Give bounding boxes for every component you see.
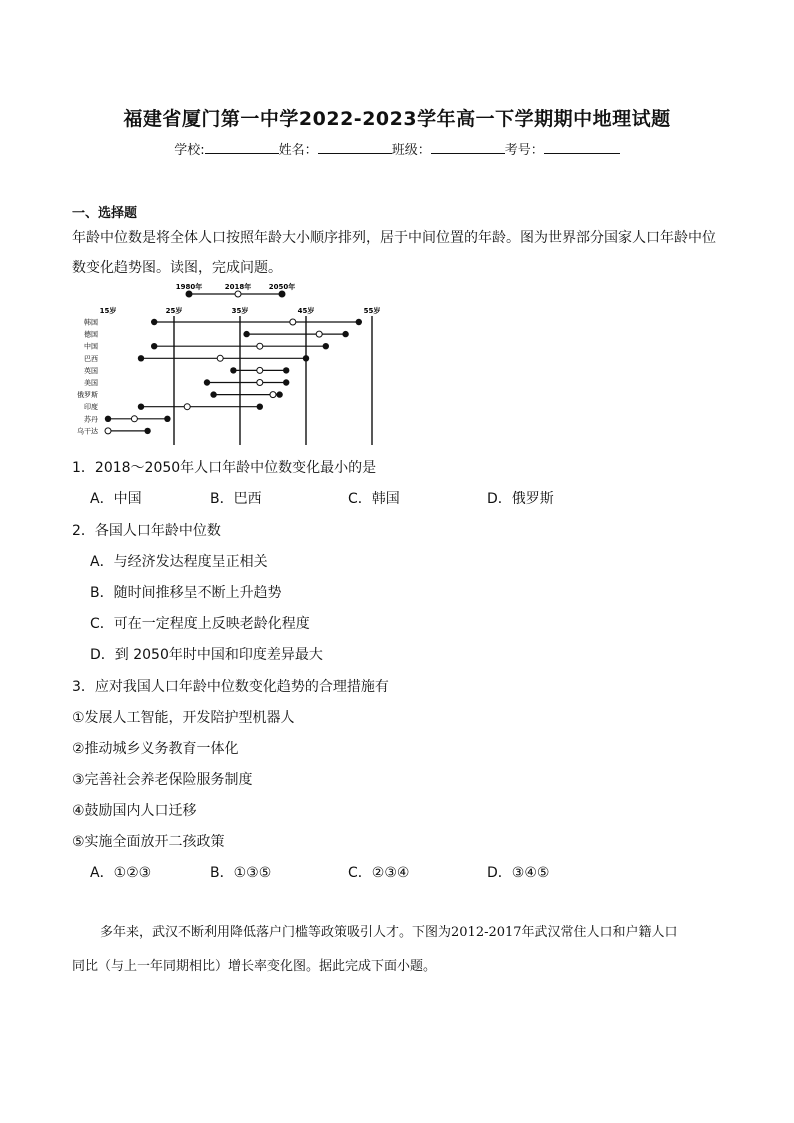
chart-rows xyxy=(77,318,362,436)
section-heading: 一、选择题 xyxy=(72,206,138,221)
question-3-stem: 3．应对我国人口年龄中位数变化趋势的合理措施有 xyxy=(72,679,389,695)
q1-option-c[interactable]: C．韩国 xyxy=(348,491,400,507)
q3-option-d[interactable]: D．③④⑤ xyxy=(487,865,550,881)
point-1980 xyxy=(151,343,157,349)
q3-item-2: ②推动城乡义务教育一体化 xyxy=(72,741,239,757)
axis-tick-label-25: 25岁 xyxy=(165,307,183,315)
school-blank xyxy=(205,141,279,154)
point-2018 xyxy=(184,404,190,410)
point-2050 xyxy=(283,367,289,373)
point-2050 xyxy=(342,331,348,337)
point-2018 xyxy=(270,392,276,398)
axis-tick-label-15: 15岁 xyxy=(99,307,117,315)
point-1980 xyxy=(138,355,144,361)
intro-line-2: 数变化趋势图。读图，完成问题。 xyxy=(72,260,282,276)
wuhan-intro-line-2: 同比（与上一年同期相比）增长率变化图。据此完成下面小题。 xyxy=(72,959,437,974)
point-1980 xyxy=(138,404,144,410)
q1-option-a[interactable]: A．中国 xyxy=(90,491,142,507)
point-2050 xyxy=(144,428,150,434)
legend-label-1: 2018年 xyxy=(224,283,252,291)
point-2050 xyxy=(356,319,362,325)
point-2050 xyxy=(257,404,263,410)
name-label: 姓名： xyxy=(278,143,318,158)
q3-option-a[interactable]: A．①②③ xyxy=(90,865,152,881)
point-2018 xyxy=(105,428,111,434)
q3-option-c[interactable]: C．②③④ xyxy=(348,865,410,881)
q1-option-b[interactable]: B．巴西 xyxy=(210,491,262,507)
class-blank xyxy=(431,141,505,154)
country-label: 乌干达 xyxy=(77,427,98,436)
point-2050 xyxy=(164,416,170,422)
point-2018 xyxy=(257,380,263,386)
q3-item-1: ①发展人工智能，开发陪护型机器人 xyxy=(72,710,295,726)
q3-item-4: ④鼓励国内人口迁移 xyxy=(72,803,197,819)
point-1980 xyxy=(230,367,236,373)
intro-line-1: 年龄中位数是将全体人口按照年龄大小顺序排列，居于中间位置的年龄。图为世界部分国家人口年龄中位 xyxy=(72,230,716,246)
country-label: 巴西 xyxy=(84,354,98,363)
wuhan-intro-paragraph xyxy=(72,916,732,984)
class-label: 班级： xyxy=(391,143,431,158)
student-info-line xyxy=(0,139,794,158)
median-age-chart xyxy=(72,280,392,445)
point-2018 xyxy=(257,343,263,349)
legend-label-0: 1980年 xyxy=(175,283,203,291)
point-1980 xyxy=(243,331,249,337)
point-1980 xyxy=(210,391,216,397)
q3-option-b[interactable]: B．①③⑤ xyxy=(210,865,272,881)
country-label: 美国 xyxy=(84,379,98,387)
country-label: 英国 xyxy=(84,366,98,375)
country-label: 俄罗斯 xyxy=(77,391,98,400)
axis-tick-label-35: 35岁 xyxy=(231,307,249,315)
exam-number-label: 考号： xyxy=(504,143,544,158)
school-label: 学校: xyxy=(174,143,205,158)
point-2050 xyxy=(283,379,289,385)
axis-tick-label-55: 55岁 xyxy=(363,307,381,315)
point-1980 xyxy=(151,319,157,325)
chart-axis-ticks xyxy=(100,306,381,445)
intro-paragraph xyxy=(72,223,732,283)
point-2018 xyxy=(217,355,223,361)
q2-option-c[interactable]: C．可在一定程度上反映老龄化程度 xyxy=(90,616,310,632)
q1-option-d[interactable]: D．俄罗斯 xyxy=(487,491,554,507)
point-2018 xyxy=(290,319,296,325)
country-label: 韩国 xyxy=(84,318,98,327)
point-1980 xyxy=(204,379,210,385)
page-title: 福建省厦门第一中学2022-2023学年高一下学期期中地理试题 xyxy=(123,108,671,130)
point-2050 xyxy=(323,343,329,349)
q2-option-a[interactable]: A．与经济发达程度呈正相关 xyxy=(90,554,268,570)
country-label: 苏丹 xyxy=(84,415,98,424)
q3-item-3: ③完善社会养老保险服务制度 xyxy=(72,772,253,788)
legend-label-2: 2050年 xyxy=(268,283,296,291)
legend-marker-2 xyxy=(279,291,285,297)
country-label: 德国 xyxy=(84,330,98,339)
name-blank xyxy=(318,141,392,154)
q3-item-5: ⑤实施全面放开二孩政策 xyxy=(72,834,225,850)
q2-option-d[interactable]: D．到 2050年时中国和印度差异最大 xyxy=(90,647,323,663)
legend-marker-0 xyxy=(186,291,192,297)
point-2050 xyxy=(303,355,309,361)
question-2-stem: 2．各国人口年龄中位数 xyxy=(72,523,221,539)
point-1980 xyxy=(105,416,111,422)
country-label: 印度 xyxy=(84,403,98,412)
exam-number-blank xyxy=(544,141,620,154)
point-2018 xyxy=(316,331,322,337)
chart-legend xyxy=(176,282,295,297)
wuhan-intro-line-1: 多年来，武汉不断利用降低落户门槛等政策吸引人才。下图为2012-2017年武汉常住人口和户籍人口 xyxy=(100,925,678,940)
point-2018 xyxy=(257,367,263,373)
q2-option-b[interactable]: B．随时间推移呈不断上升趋势 xyxy=(90,585,282,601)
point-2018 xyxy=(131,416,137,422)
axis-tick-label-45: 45岁 xyxy=(297,307,315,315)
country-label: 中国 xyxy=(84,342,98,351)
question-1-stem: 1．2018～2050年人口年龄中位数变化最小的是 xyxy=(72,460,377,476)
legend-marker-1 xyxy=(235,291,241,297)
point-2050 xyxy=(276,391,282,397)
